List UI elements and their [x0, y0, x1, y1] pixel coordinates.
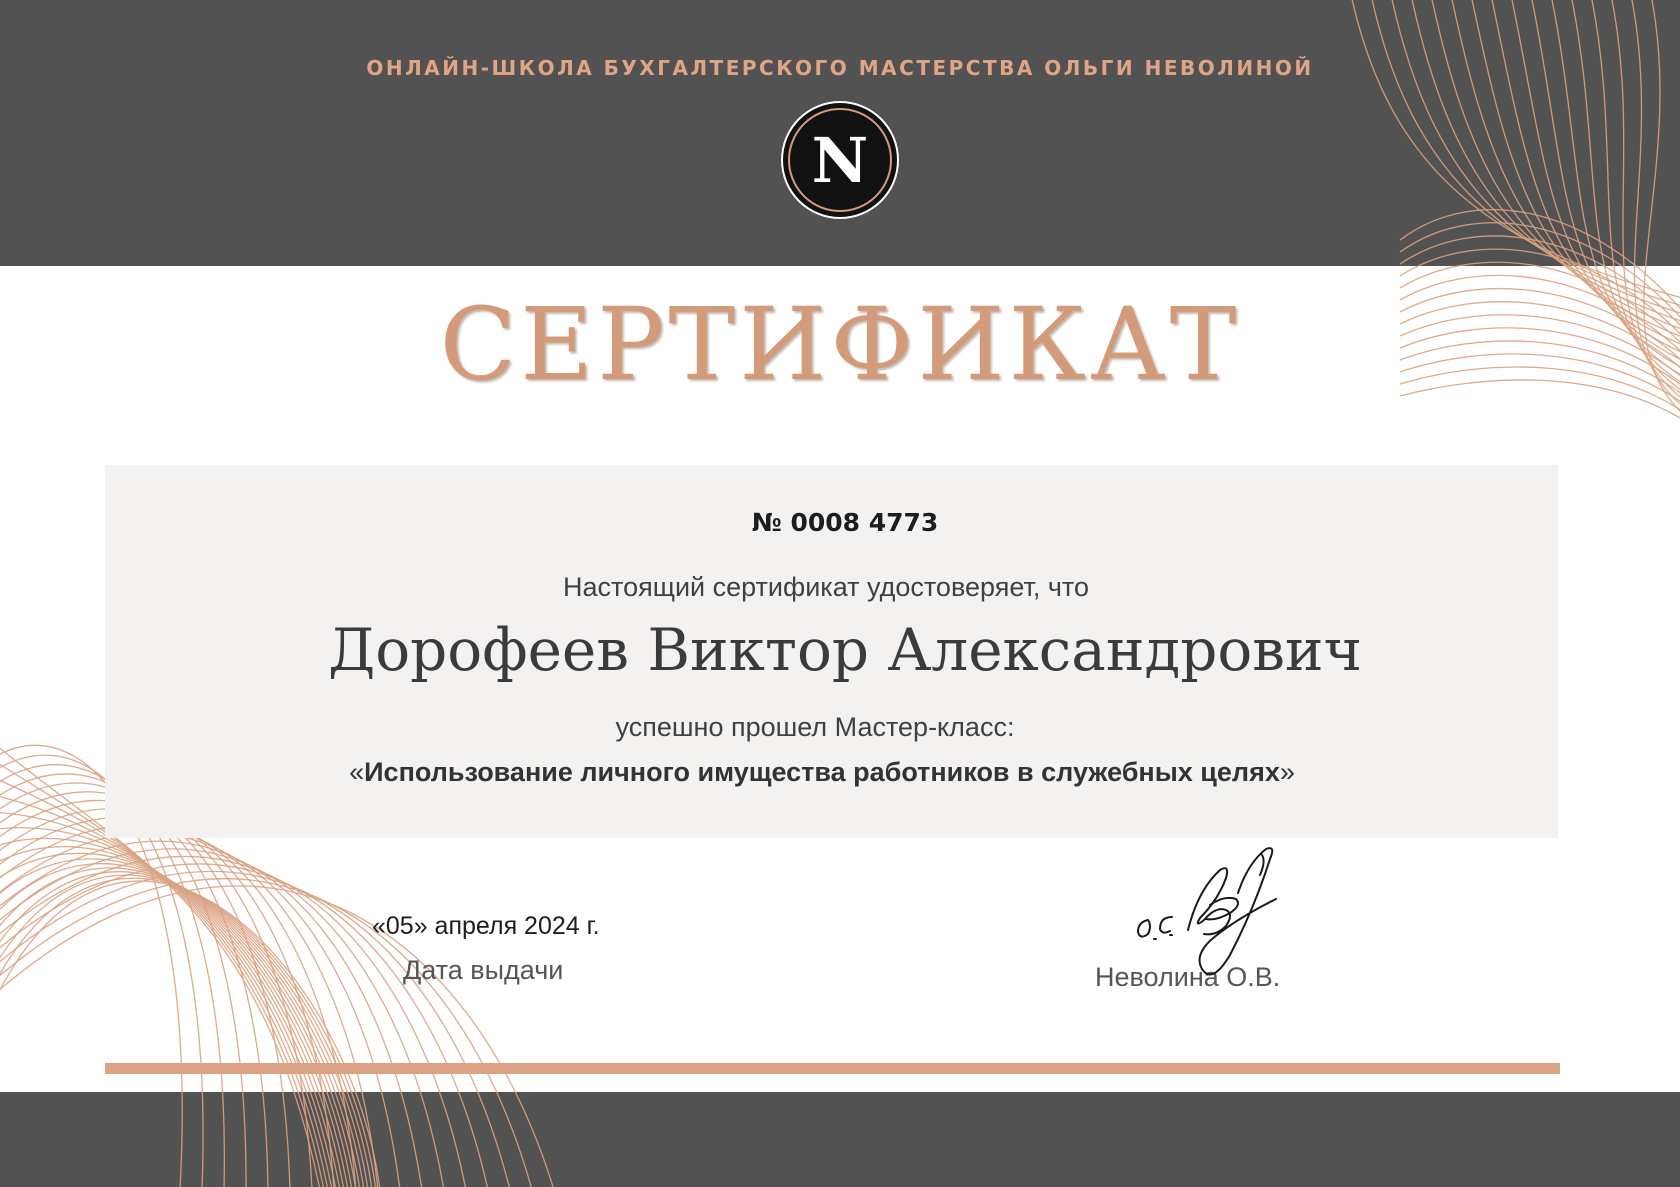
course-title: Использование личного имущества работников в служебных целях — [364, 757, 1280, 787]
recipient-name: Дорофеев Виктор Александрович — [328, 616, 1362, 684]
course-title-line — [0, 757, 1644, 788]
bottom-footer-band — [0, 1092, 1680, 1187]
signer-name: Неволина О.В. — [1095, 962, 1281, 992]
logo-letter: N — [811, 124, 869, 197]
course-close-quote: » — [1279, 757, 1295, 787]
school-logo — [780, 100, 900, 220]
certifies-text: Настоящий сертификат удостоверяет, что — [563, 572, 1089, 602]
course-open-quote: « — [349, 757, 365, 787]
accent-divider-line — [105, 1063, 1560, 1074]
completed-text: успешно прошел Мастер-класс: — [615, 712, 1015, 742]
certificate-title: СЕРТИФИКАТ — [439, 286, 1241, 403]
handwritten-signature — [1110, 835, 1330, 1010]
issue-date-label: Дата выдачи — [403, 955, 564, 985]
issue-date: «05» апреля 2024 г. — [372, 912, 600, 940]
certificate-number: № 0008 4773 — [751, 508, 939, 537]
school-name: ОНЛАЙН-ШКОЛА БУХГАЛТЕРСКОГО МАСТЕРСТВА ОЛЬГИ НЕВОЛИНОЙ — [366, 56, 1314, 80]
